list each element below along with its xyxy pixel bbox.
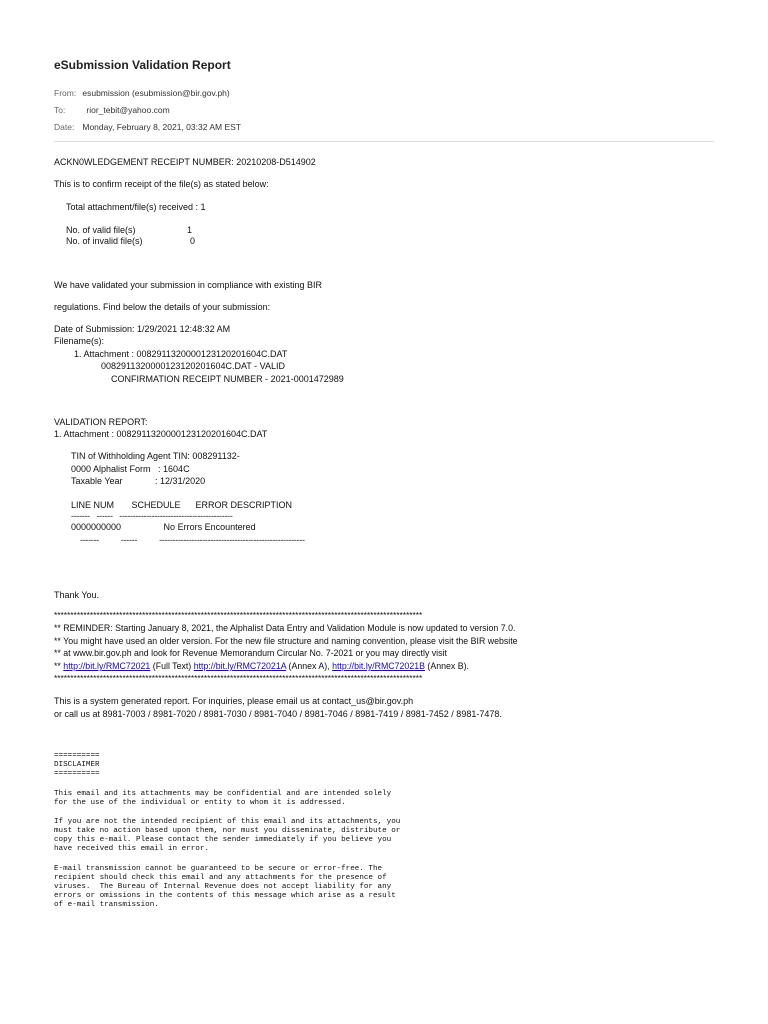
full-text-note: (Full Text) [150,661,194,671]
annex-b-note: (Annex B). [424,661,469,671]
disclaimer-p2-line-2: must take no action based upon them, nor must you disseminate, distribute or [54,827,401,835]
from-label: From: [54,88,77,98]
disclaimer-p3-line-2: recipient should check this email and any attachments for the presence of [54,874,387,882]
stars-bottom: ***************************************************************************************************************** [54,673,423,683]
disclaimer-p2-line-1: If you are not the intended recipient of this email and its attachments, you [54,818,401,826]
disclaimer-divider-top: ========== [54,752,100,760]
validation-attachment-line: 1. Attachment : 0082911320000123120201604C.DAT [54,429,268,439]
disclaimer-divider-bottom: ========== [54,770,100,778]
disclaimer-p3-line-4: errors or omissions in the contents of this message which arise as a result [54,892,396,900]
date-value: Monday, February 8, 2021, 03:32 AM EST [82,122,241,132]
table-data-row: 0000000000 No Errors Encountered [71,522,256,532]
invalid-files-count: 0 [190,236,196,246]
header-divider [54,141,714,142]
rmc-annex-a-link[interactable]: http://bit.ly/RMC72021A [193,661,287,671]
from-row [54,88,230,98]
table-header: LINE NUM SCHEDULE ERROR DESCRIPTION [71,500,293,510]
confirmation-receipt-line: CONFIRMATION RECEIPT NUMBER - 2021-0001472989 [111,374,344,384]
taxable-year-line: Taxable Year : 12/31/2020 [71,476,206,486]
rmc-full-text-link[interactable]: http://bit.ly/RMC72021 [63,661,151,671]
email-subject: eSubmission Validation Report [54,58,231,72]
valid-files-label: No. of valid file(s) [66,225,136,235]
ack-receipt-line: ACKN0WLEDGEMENT RECEIPT NUMBER: 20210208-D514902 [54,157,316,167]
thank-you: Thank You. [54,590,100,600]
disclaimer-p2-line-4: have received this email in error. [54,845,209,853]
invalid-files-label: No. of invalid file(s) [66,236,143,246]
disclaimer-p3-line-1: E-mail transmission cannot be guaranteed to be secure or error-free. The [54,865,383,873]
reminder-line-3: ** at www.bir.gov.ph and look for Revenue Memorandum Circular No. 7-2021 or you may directly visit [54,648,447,658]
date-label: Date: [54,122,75,132]
disclaimer-p1-line-1: This email and its attachments may be confidential and are intended solely [54,790,392,798]
stars-top: ***************************************************************************************************************** [54,610,423,620]
reminder-line-4 [54,661,469,672]
total-attachments-line: Total attachment/file(s) received : 1 [66,202,206,212]
regulations-line: regulations. Find below the details of your submission: [54,302,271,312]
disclaimer-title: DISCLAIMER [54,761,100,769]
valid-files-count: 1 [187,225,193,235]
disclaimer-p2-line-3: copy this e-mail. Please contact the sender immediately if you believe you [54,836,392,844]
reminder-prefix: ** [54,661,64,671]
attachment-line: 1. Attachment : 0082911320000123120201604C.DAT [74,349,288,359]
table-dash-row-1: ------- ------ ------------------------------------------ [71,511,233,521]
confirm-line: This is to confirm receipt of the file(s) as stated below: [54,179,269,189]
attachment-valid-line: 0082911320000123120201604C.DAT - VALID [101,361,285,371]
to-row [54,105,170,115]
filenames-label: Filename(s): [54,336,105,346]
date-row [54,122,241,132]
disclaimer-p1-line-2: for the use of the individual or entity to whom it is addressed. [54,799,346,807]
alphalist-form-line: 0000 Alphalist Form : 1604C [71,464,190,474]
reminder-line-1: ** REMINDER: Starting January 8, 2021, the Alphalist Data Entry and Validation Module is now updated to version 7.0. [54,623,516,633]
to-value[interactable]: rior_tebit@yahoo.com [86,105,170,115]
disclaimer-p3-line-3: viruses. The Bureau of Internal Revenue does not accept liability for any [54,883,392,891]
date-of-submission: Date of Submission: 1/29/2021 12:48:32 AM [54,324,231,334]
validation-report-heading: VALIDATION REPORT: [54,417,148,427]
table-dash-row-2: ------- ------ ------------------------------------------------------ [80,535,305,545]
call-numbers-line: or call us at 8981-7003 / 8981-7020 / 8981-7030 / 8981-7040 / 8981-7046 / 8981-7419 / 8981-7452 / 8981-7478. [54,709,502,719]
to-label: To: [54,105,66,115]
validated-line: We have validated your submission in compliance with existing BIR [54,280,322,290]
system-generated-line: This is a system generated report. For inquiries, please email us at contact_us@bir.gov.ph [54,696,414,706]
rmc-annex-b-link[interactable]: http://bit.ly/RMC72021B [332,661,425,671]
annex-a-note: (Annex A), [286,661,333,671]
reminder-line-2: ** You might have used an older version. For the new file structure and naming convention, please visit the BIR website [54,636,518,646]
from-value[interactable]: esubmission (esubmission@bir.gov.ph) [82,88,230,98]
disclaimer-p3-line-5: of e-mail transmission. [54,901,159,909]
tin-line: TIN of Withholding Agent TIN: 008291132- [71,451,240,461]
